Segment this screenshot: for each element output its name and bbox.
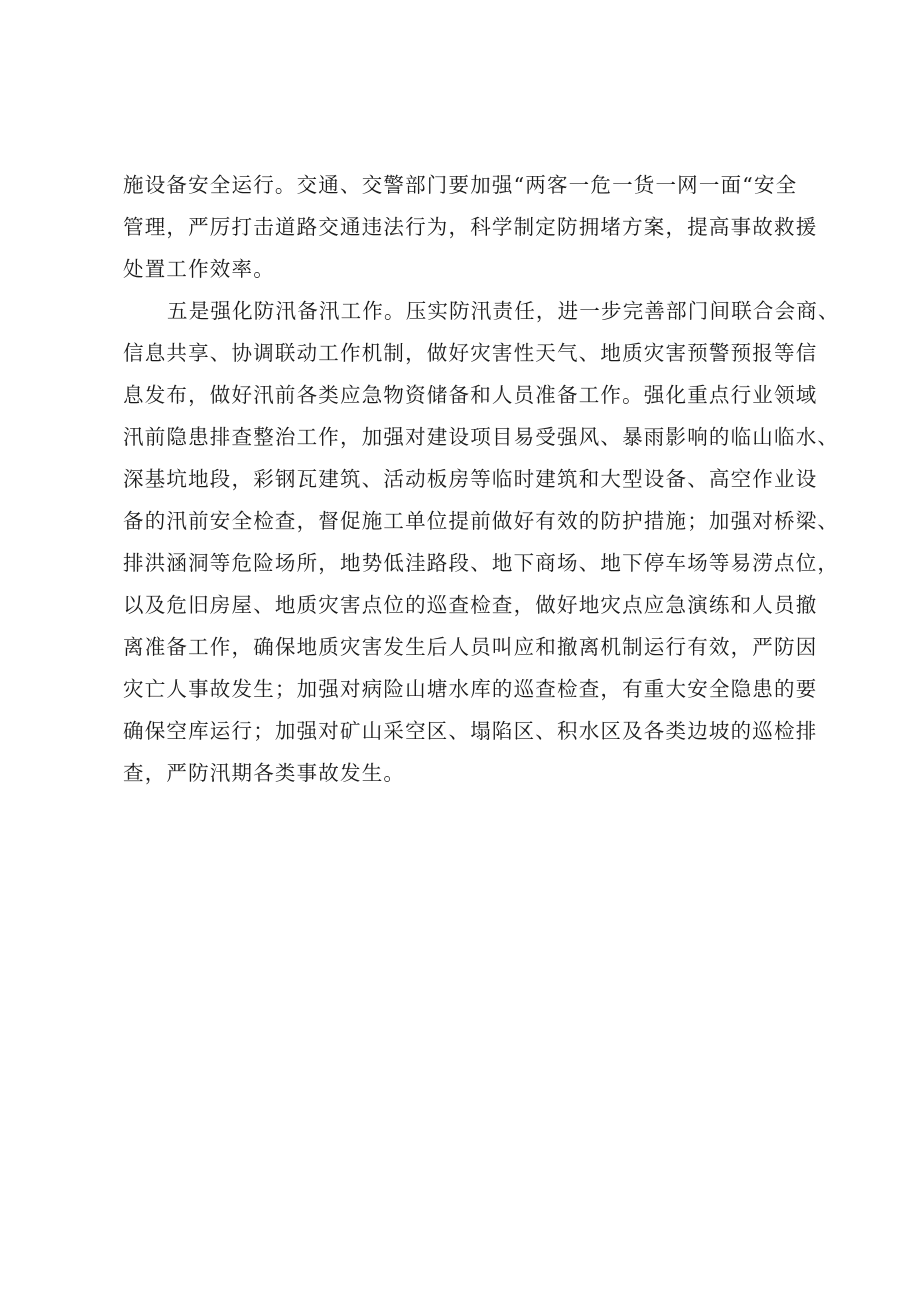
text-line: 施设备安全运行。交通、交警部门要加强“两客一危一货一网一面“安全	[123, 173, 798, 197]
text-line: 灾亡人事故发生；加强对病险山塘水库的巡查检查，有重大安全隐患的要	[123, 677, 818, 701]
text-line: 汛前隐患排查整治工作，加强对建设项目易受强风、暴雨影响的临山临水、	[123, 425, 840, 449]
text-line: 以及危旧房屋、地质灾害点位的巡查检查，做好地灾点应急演练和人员撤	[123, 593, 818, 617]
paragraph-traffic-safety	[123, 166, 823, 292]
text-line: 排洪涵洞等危险场所，地势低洼路段、地下商场、地下停车场等易涝点位，	[123, 551, 840, 575]
text-line: 信息共享、协调联动工作机制，做好灾害性天气、地质灾害预警预报等信	[123, 341, 818, 365]
text-line: 备的汛前安全检查，督促施工单位提前做好有效的防护措施；加强对桥梁、	[123, 509, 840, 533]
text-line: 息发布，做好汛前各类应急物资储备和人员准备工作。强化重点行业领域	[123, 383, 818, 407]
paragraph-flood-prevention	[123, 292, 840, 796]
text-line: 深基坑地段，彩钢瓦建筑、活动板房等临时建筑和大型设备、高空作业设	[123, 467, 818, 491]
text-line: 确保空库运行；加强对矿山采空区、塌陷区、积水区及各类边坡的巡检排	[123, 719, 818, 743]
text-line: 离准备工作，确保地质灾害发生后人员叫应和撤离机制运行有效，严防因	[123, 635, 818, 659]
text-line: 五是强化防汛备汛工作。压实防汛责任，进一步完善部门间联合会商、	[167, 299, 840, 323]
text-line: 管理，严厉打击道路交通违法行为，科学制定防拥堵方案，提高事故救援	[123, 215, 818, 239]
text-line: 处置工作效率。	[123, 257, 275, 281]
text-line: 查，严防汛期各类事故发生。	[123, 761, 406, 785]
